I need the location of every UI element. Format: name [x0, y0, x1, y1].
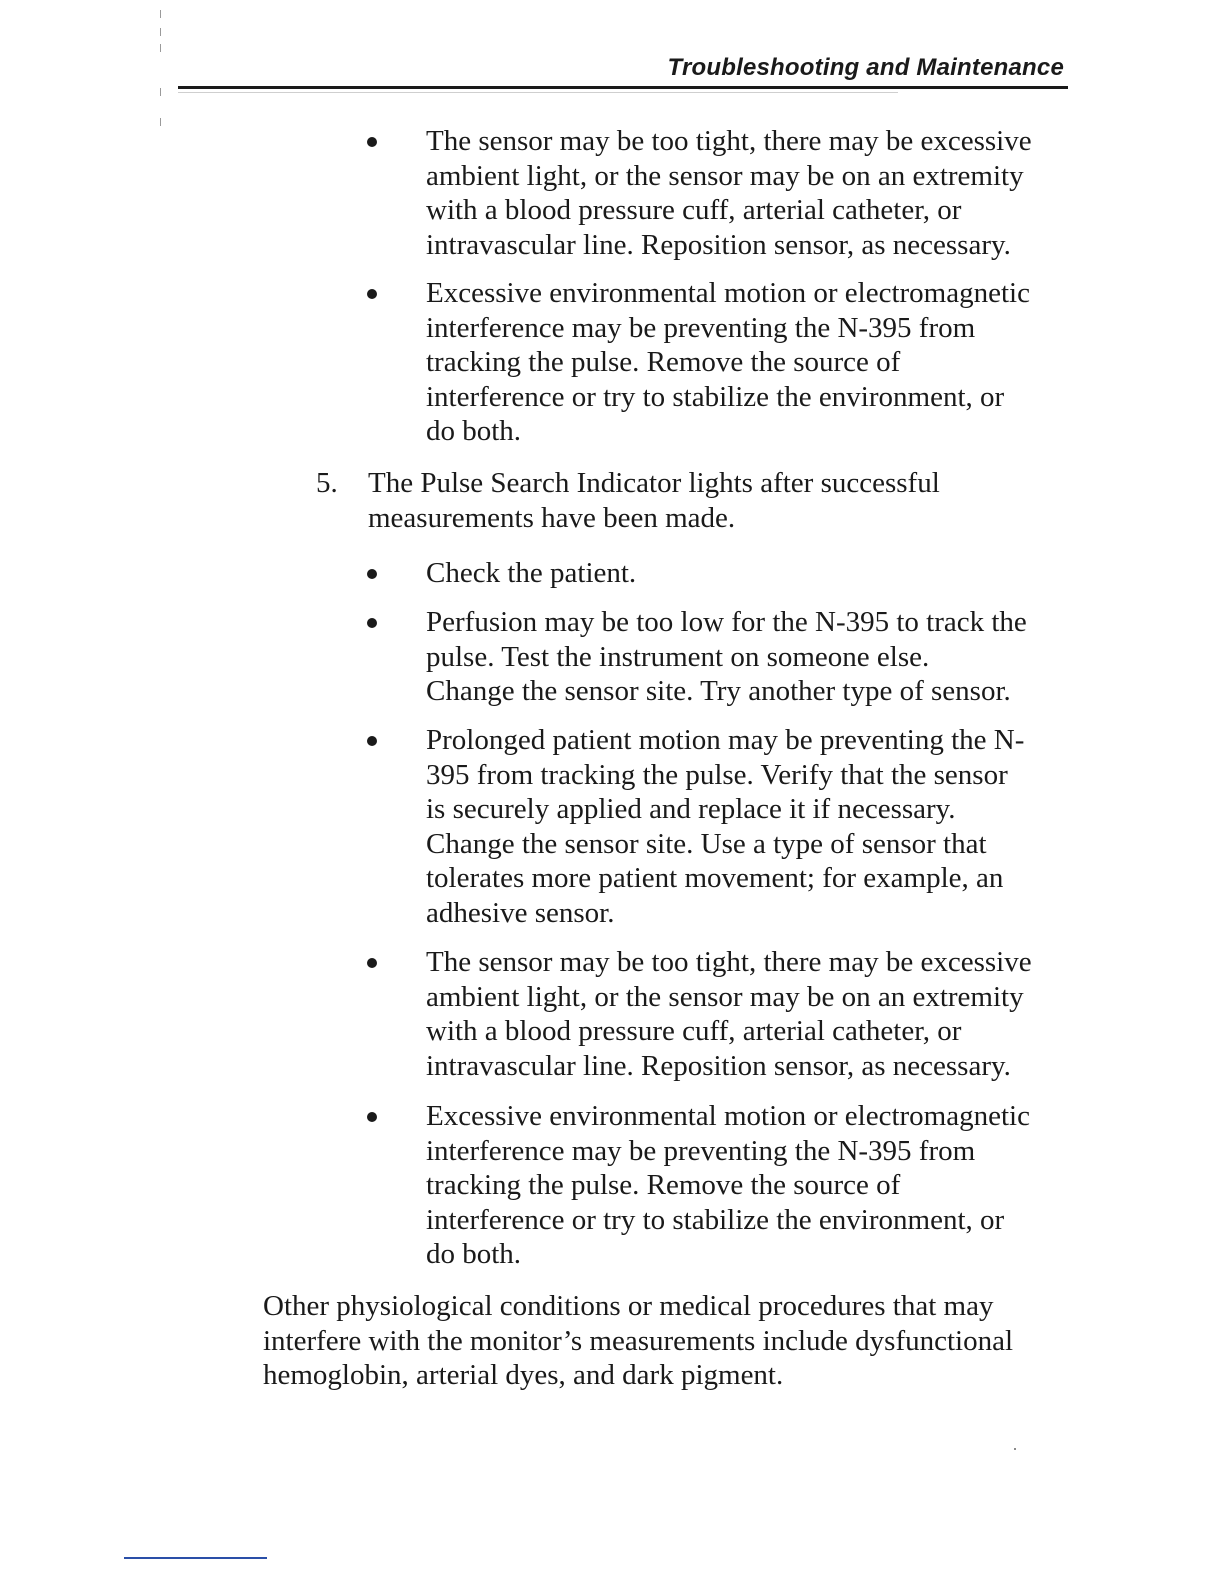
bullet-dot-icon [367, 137, 377, 147]
closing-paragraph: Other physiological conditions or medical procedures that may interfere with the monitor’s measurements include dysfunctional hemoglobin, arterial dyes, and dark pigment. [263, 1290, 1014, 1391]
bullet-dot-icon [367, 1112, 377, 1122]
bullet-text: Check the patient. [426, 557, 637, 589]
bullet-text: The sensor may be too tight, there may be excessive ambient light, or the sensor may be on an extremity with a blood pressure cuff, arterial catheter, or intravascular line. Reposition sensor, as necessary. [426, 125, 1032, 261]
scan-speck [1014, 1448, 1016, 1450]
bullet-text: The sensor may be too tight, there may be excessive ambient light, or the sensor may be on an extremity with a blood pressure cuff, arterial catheter, or intravascular line. Reposition sensor, as necessary. [426, 946, 1032, 1082]
bullet-text: Excessive environmental motion or electromagnetic interference may be preventing the N-395 from tracking the pulse. Remove the source of interference or try to stabilize the environment, or do both. [426, 1100, 1030, 1270]
bullet-dot-icon [367, 618, 377, 628]
scan-margin-marks [160, 10, 164, 130]
bullet-text: Perfusion may be too low for the N-395 to track the pulse. Test the instrument on someone else. Change the sensor site. Try another type of sensor. [426, 606, 1027, 707]
item-number: 5. [316, 467, 338, 499]
bullet-text: Prolonged patient motion may be preventing the N- 395 from tracking the pulse. Verify that the sensor is securely applied and replace it if necessary. Change the sensor site. Use a type of sensor that tolerates more patient movement; for example, an adhesive sensor. [426, 724, 1025, 929]
bullet-dot-icon [367, 736, 377, 746]
header-rule-shadow [178, 92, 898, 93]
bullet-dot-icon [367, 958, 377, 968]
item-text: The Pulse Search Indicator lights after successful measurements have been made. [368, 467, 940, 534]
bullet-dot-icon [367, 569, 377, 579]
footer-rule [124, 1557, 267, 1559]
bullet-dot-icon [367, 289, 377, 299]
running-header-title: Troubleshooting and Maintenance [667, 54, 1064, 81]
header-rule [178, 86, 1068, 89]
bullet-text: Excessive environmental motion or electromagnetic interference may be preventing the N-395 from tracking the pulse. Remove the source of interference or try to stabilize the environment, or do both. [426, 277, 1030, 447]
